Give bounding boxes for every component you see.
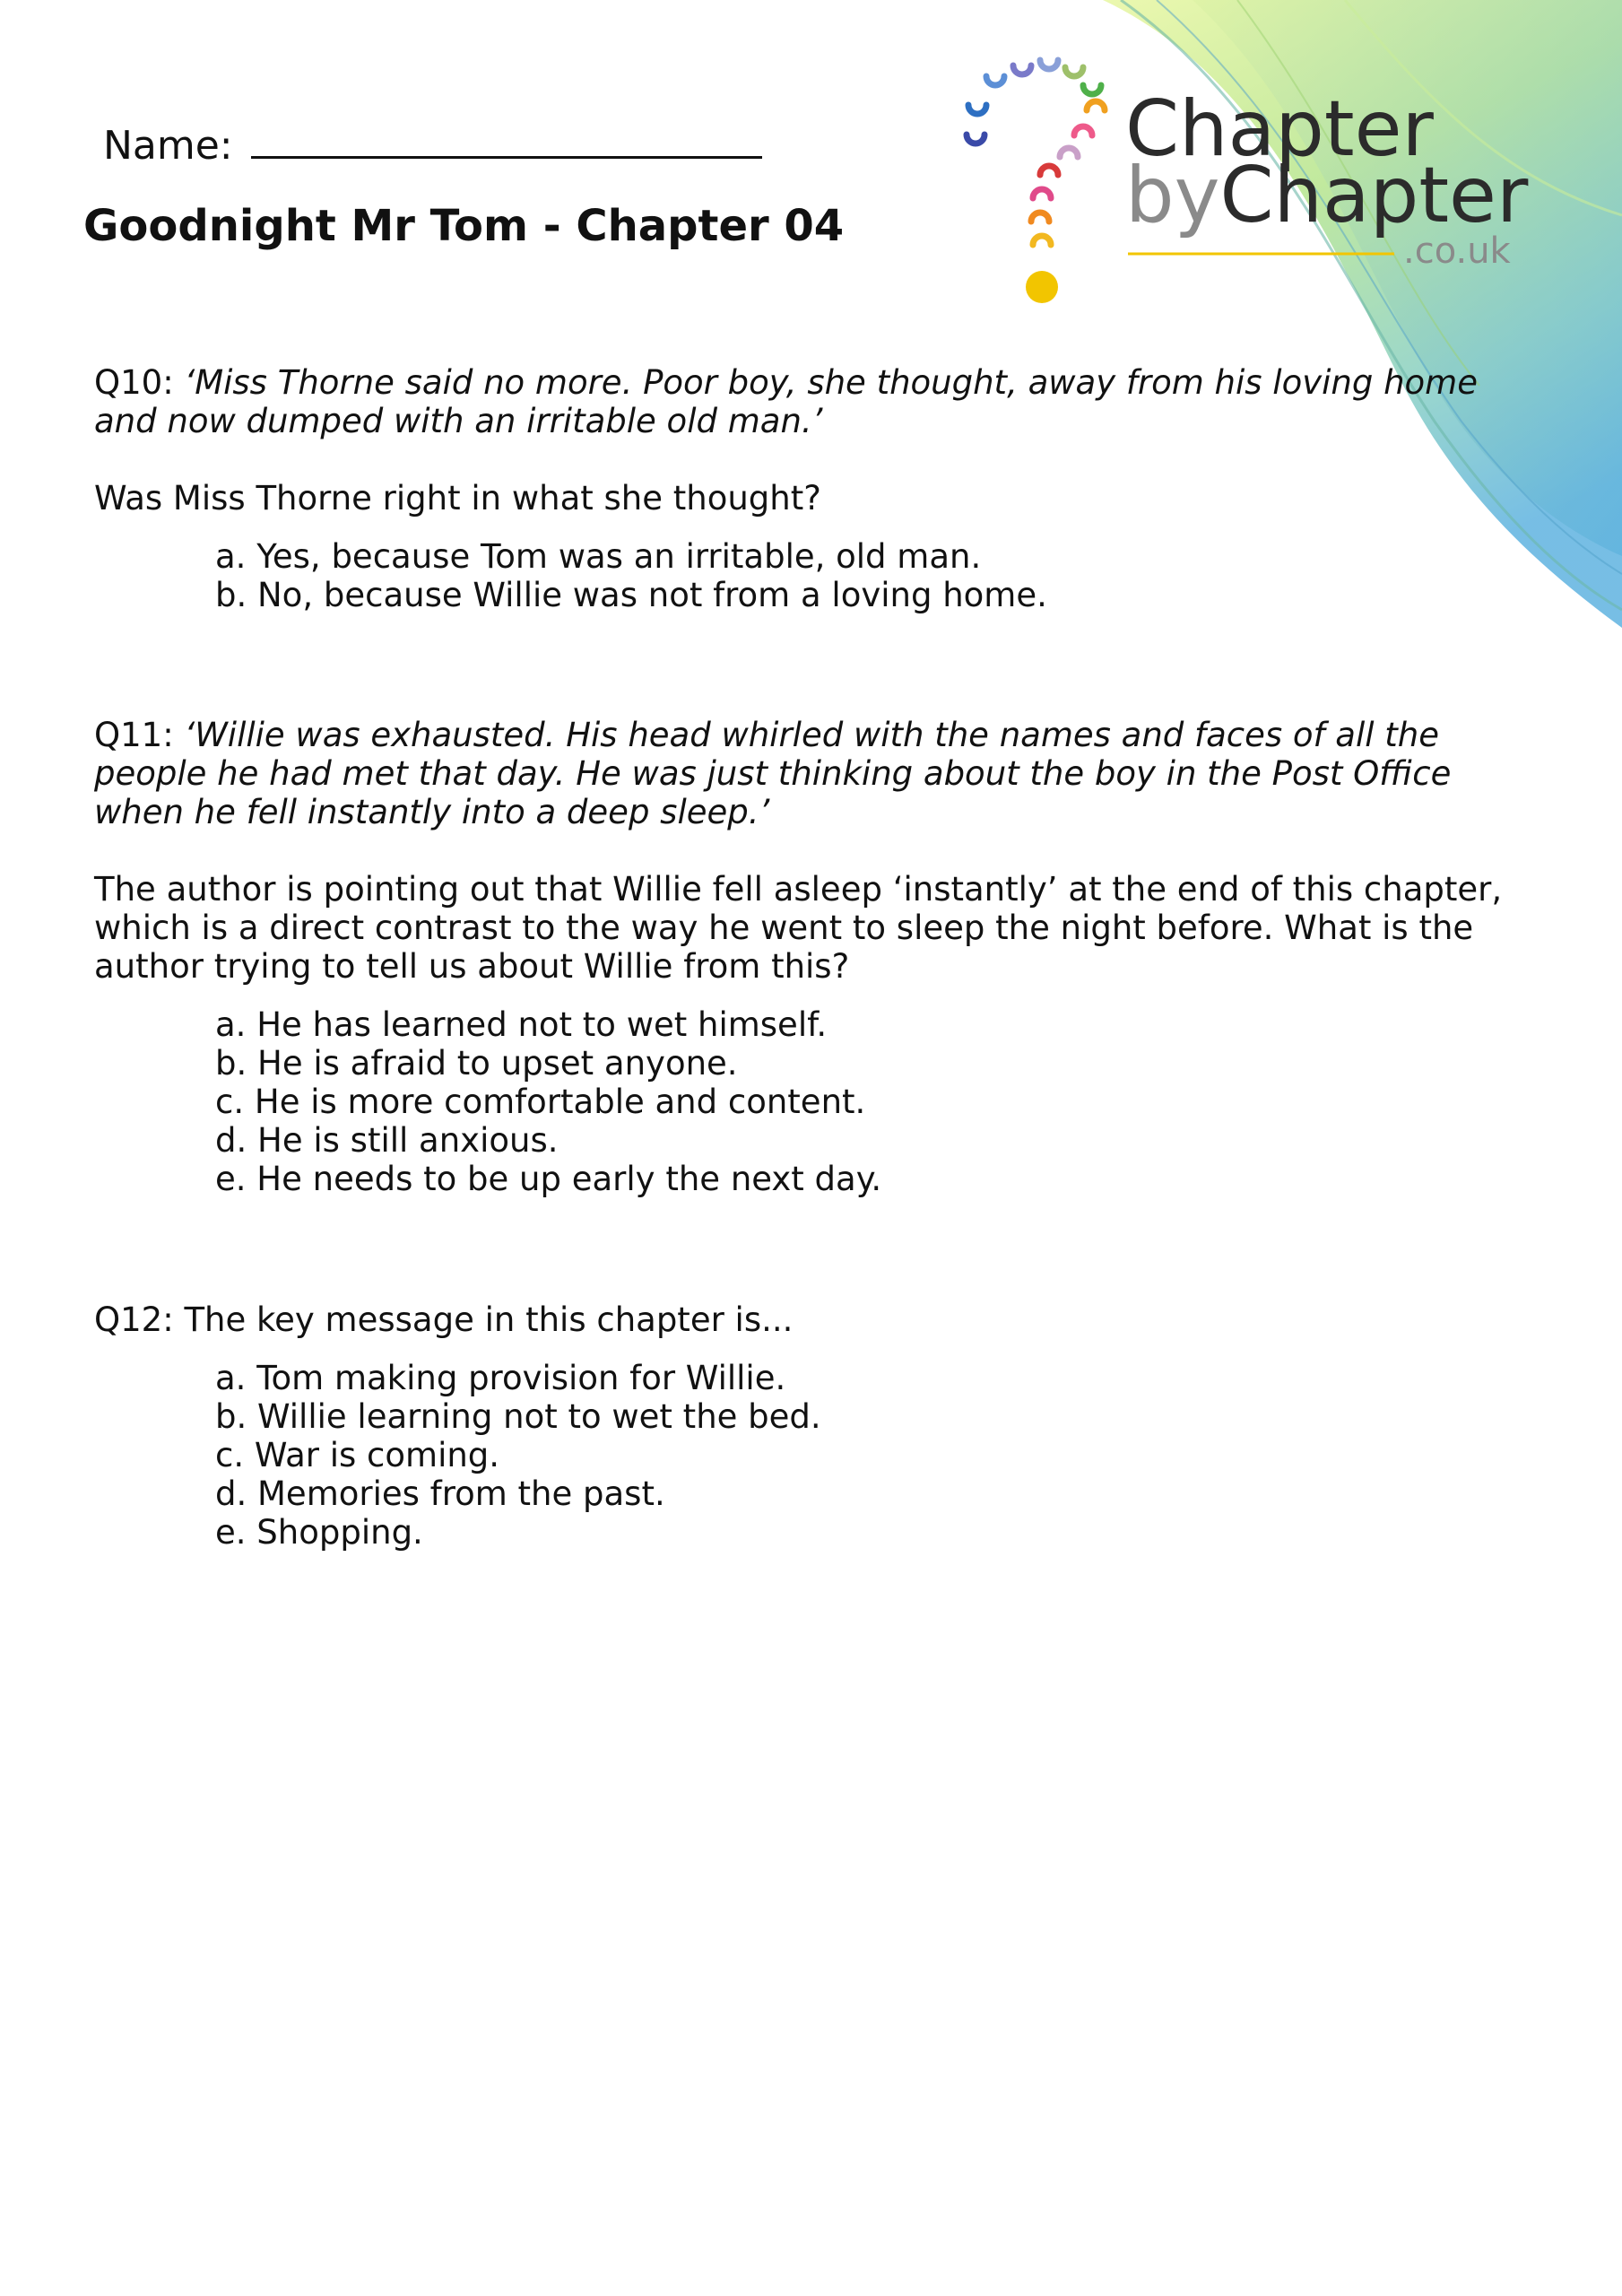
option-d[interactable]: d. Memories from the past. (215, 1474, 665, 1513)
question-quote (94, 363, 1547, 440)
option-a[interactable]: a. He has learned not to wet himself. (215, 1005, 828, 1044)
option-c[interactable]: c. War is coming. (215, 1436, 500, 1474)
question-10 (94, 363, 1547, 614)
logo-chapter-text: Chapter (1125, 84, 1434, 174)
chapter-by-chapter-logo (950, 49, 1578, 318)
option-list (94, 537, 1547, 614)
option-a[interactable]: a. Tom making provision for Willie. (215, 1359, 786, 1397)
question-11 (94, 716, 1547, 1198)
svg-text:byChapter (1125, 151, 1529, 240)
option-list (94, 1005, 1547, 1198)
question-prompt: Was Miss Thorne right in what she thought? (94, 479, 821, 517)
question-label: Q10: (94, 363, 174, 402)
name-row (103, 117, 762, 170)
name-label: Name: (103, 123, 233, 169)
option-b[interactable]: b. No, because Willie was not from a loving home. (215, 576, 1047, 614)
question-12 (94, 1300, 1547, 1552)
option-b[interactable]: b. He is afraid to upset anyone. (215, 1044, 738, 1083)
logo-chapter2-text: Chapter (1219, 151, 1529, 240)
question-quote (94, 716, 1547, 831)
quote-text: ‘Miss Thorne said no more. Poor boy, she thought, away from his loving home and now dumped with an irritable old man.’ (94, 363, 1478, 440)
logo-by-text: by (1125, 151, 1220, 240)
option-d[interactable]: d. He is still anxious. (215, 1121, 559, 1160)
prompt-text: The key message in this chapter is... (184, 1300, 794, 1339)
question-label: Q11: (94, 716, 174, 754)
quote-text: ‘Willie was exhausted. His head whirled with the names and faces of all the people he had met that day. He was just thinking about the boy in the Post Office when he fell instantly into a deep sleep.’ (94, 716, 1452, 831)
books-question-mark-icon (967, 60, 1105, 303)
name-write-line[interactable] (251, 117, 762, 159)
option-e[interactable]: e. He needs to be up early the next day. (215, 1160, 882, 1198)
logo-domain-text: .co.uk (1403, 230, 1511, 272)
option-b[interactable]: b. Willie learning not to wet the bed. (215, 1397, 821, 1436)
question-prompt: The author is pointing out that Willie fell asleep ‘instantly’ at the end of this chapter, which is a direct contrast to the way he went to sleep the night before. What is the author trying to tell us about Willie from this? (94, 870, 1503, 986)
option-a[interactable]: a. Yes, because Tom was an irritable, old man. (215, 537, 982, 576)
option-e[interactable]: e. Shopping. (215, 1513, 423, 1552)
option-c[interactable]: c. He is more comfortable and content. (215, 1083, 866, 1121)
option-list (94, 1359, 1547, 1552)
worksheet-title: Goodnight Mr Tom - Chapter 04 (83, 201, 845, 251)
question-label: Q12: (94, 1300, 174, 1339)
question-prompt (94, 1300, 1547, 1339)
